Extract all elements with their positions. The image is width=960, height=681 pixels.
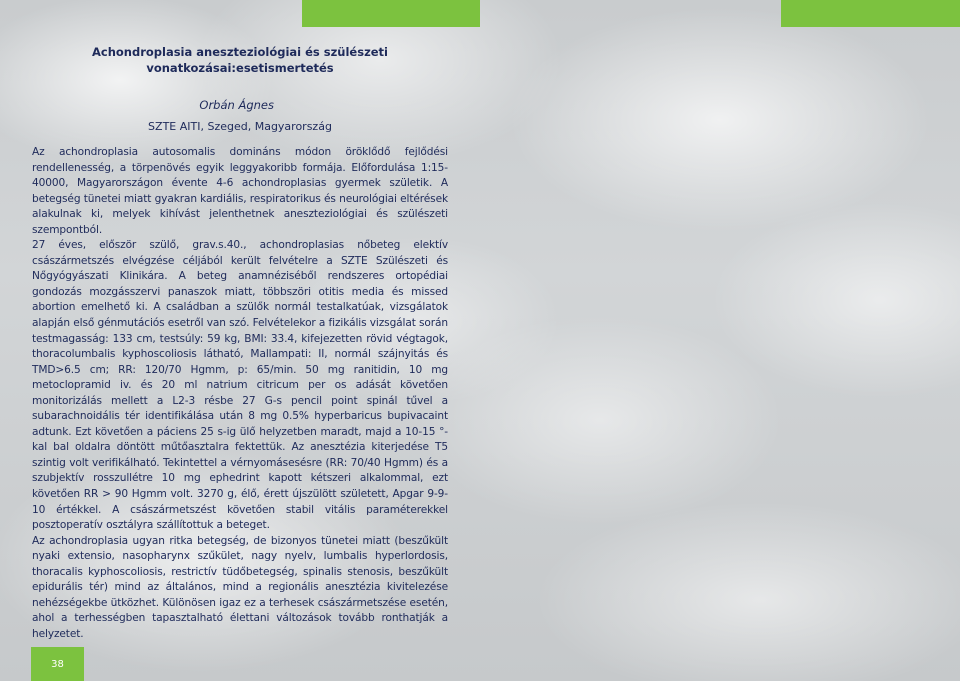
article-title bbox=[32, 44, 448, 76]
article-paragraph-2: 27 éves, először szülő, grav.s.40., achondroplasias nőbeteg elektív császármetszés elvégzése céljából került felvételre a SZTE Szülészeti és Nőgyógyászati Klinikára. A beteg anamnéziséből rendszeres ortopédiai gondozás mozgásszervi panaszok miatt, többszöri otitis media és missed abortion emelhető ki. A családban a szülők normál testalkatúak, vizsgálatok alapján első génmutációs esetről van szó. Felvételekor a fizikális vizsgálat során testmagasság: 133 cm, testsúly: 59 kg, BMI: 33.4, kifejezetten rövid végtagok, thoracolumbalis kyphoscoliosis látható, Mallampati: II, normál szájnyitás és TMD>6.5 cm; RR: 120/70 Hgmm, p: 65/min. 50 mg ranitidin, 10 mg metoclopramid iv. és 20 ml natrium citricum per os adását követően monitorizálás mellett a L2-3 résbe 27 G-s pencil point spinál tűvel a subarachnoidális tér identifikálása után 8 mg 0.5% hyperbaricus bupivacaint adtunk. Ezt követően a páciens 25 s-ig ülő helyzetben maradt, majd a 10-15 °-kal bal oldalra döntött műtőasztalra fektettük. Az anesztézia kiterjedése T5 szintig volt verifikálható. Tekintettel a vérnyomásesésre (RR: 70/40 Hgmm) és a szubjektív rosszullétre 10 mg ephedrint kapott kétszeri alkalommal, ezt követően RR > 90 Hgmm volt. 3270 g, élő, érett újszülött született, Apgar 9-9-10 értékkel. A császármetszést követően stabil vitális paraméterekkel posztoperatív osztályra szállítottuk a beteget. bbox=[32, 239, 448, 532]
article-affiliation: SZTE AITI, Szeged, Magyarország bbox=[148, 120, 332, 133]
article-paragraph-1: Az achondroplasia autosomalis domináns módon öröklődő fejlődési rendellenesség, a törpenövés egyik leggyakoribb formája. Előfordulása 1:15-40000, Magyarországon évente 4-6 achondroplasias gyermek születik. A betegség tünetei miatt gyakran kardiális, respiratorikus és neurológiai eltérések alakulnak ki, melyek kihívást jelenthetnek aneszteziológiai és szülészeti szempontból. bbox=[32, 146, 448, 236]
article-paragraph-3: Az achondroplasia ugyan ritka betegség, de bizonyos tünetei miatt (beszűkült nyaki extensio, nasopharynx szűkület, nagy nyelv, lumbalis hyperlordosis, thoracalis kyphoscoliosis, restrictív tüdőbetegség, spinalis stenosis, beszűkült epidurális tér) mind az általános, mind a regionális anesztézia kivitelezése nehézségekbe ütközhet. Különösen igaz ez a terhesek császármetszése esetén, ahol a terhességben tapasztalható élettani változások tovább ronthatják a helyzetet. bbox=[32, 534, 448, 640]
article bbox=[32, 44, 448, 643]
header-accent-bar-right bbox=[781, 0, 960, 27]
article-author: Orbán Ágnes bbox=[199, 98, 274, 112]
page-number: 38 bbox=[31, 647, 84, 681]
article-title-line-1: Achondroplasia aneszteziológiai és szülészeti bbox=[91, 45, 388, 59]
article-title-line-2: vonatkozásai:esetismertetés bbox=[146, 61, 334, 75]
article-body bbox=[32, 145, 448, 643]
header-accent-bar-left bbox=[302, 0, 480, 27]
